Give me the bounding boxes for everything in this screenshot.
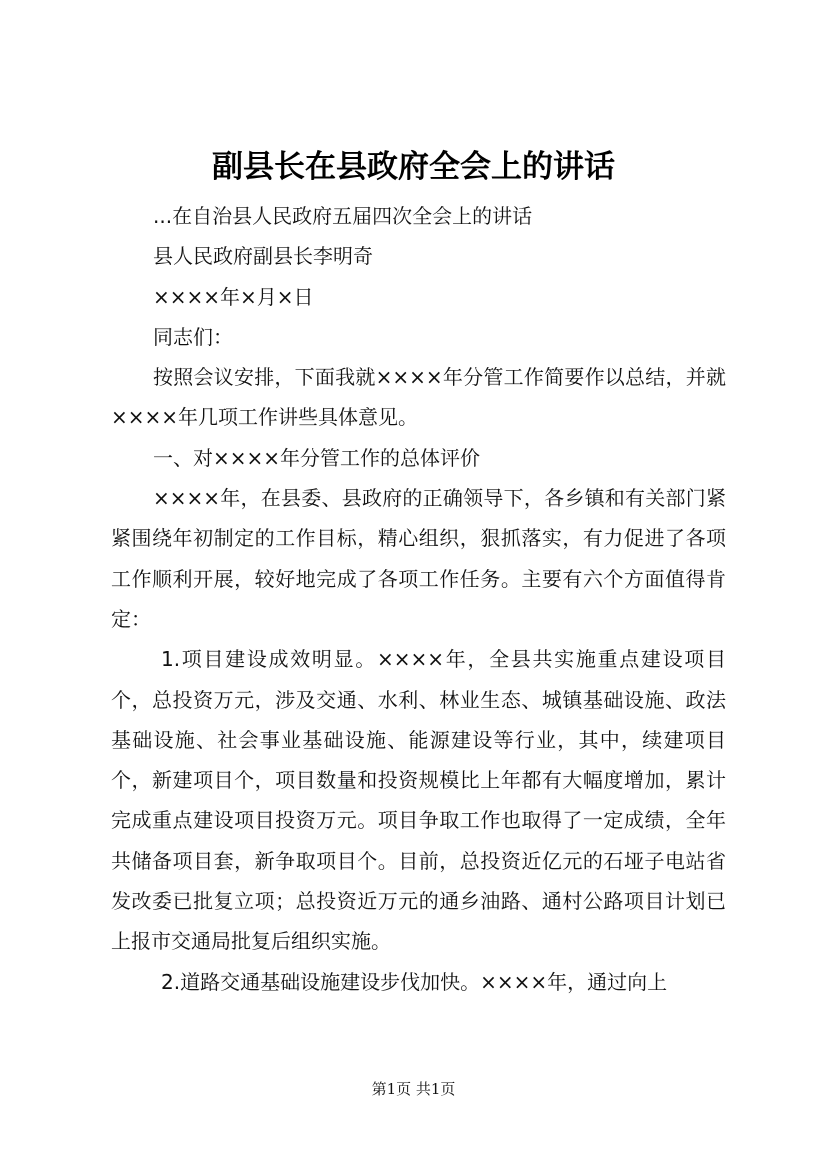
date-line: ××××年×月×日 [153, 284, 314, 309]
item-1-paragraph: 1.项目建设成效明显。××××年，全县共实施重点建设项目个，总投资万元，涉及交通、水利、林业生态、城镇基础设施、政法基础设施、社会事业基础设施、能源建设等行业，其中，续建项目个，新建项目个，项目数量和投资规模比上年都有大幅度增加，累计完成重点建设项目投资万元。项目争取工作也取得了一定成绩，全年共储备项目套，新争取项目个。目前，总投资近亿元的石垭子电站省发改委已批复立项；总投资近万元的通乡油路、通村公路项目计划已上报市交通局批复后组织实施。 [111, 647, 726, 954]
document-body [111, 196, 726, 1002]
salutation: 同志们： [153, 324, 233, 349]
item-2-paragraph: 2.道路交通基础设施建设步伐加快。××××年，通过向上 [161, 969, 668, 994]
summary-paragraph: ××××年，在县委、县政府的正确领导下，各乡镇和有关部门紧紧围绕年初制定的工作目标，精心组织，狠抓落实，有力促进了各项工作顺利开展，较好地完成了各项工作任务。主要有六个方面值得肯定： [111, 486, 726, 631]
page-footer: 第1页 共1页 [371, 1080, 456, 1098]
document-title: 副县长在县政府全会上的讲话 [212, 149, 615, 185]
section-heading: 一、对××××年分管工作的总体评价 [153, 445, 481, 470]
subtitle-line: ...在自治县人民政府五届四次全会上的讲话 [153, 204, 533, 228]
intro-paragraph: 按照会议安排，下面我就××××年分管工作简要作以总结，并就××××年几项工作讲些具体意见。 [111, 365, 726, 430]
speaker-line: 县人民政府副县长李明奇 [153, 244, 373, 269]
